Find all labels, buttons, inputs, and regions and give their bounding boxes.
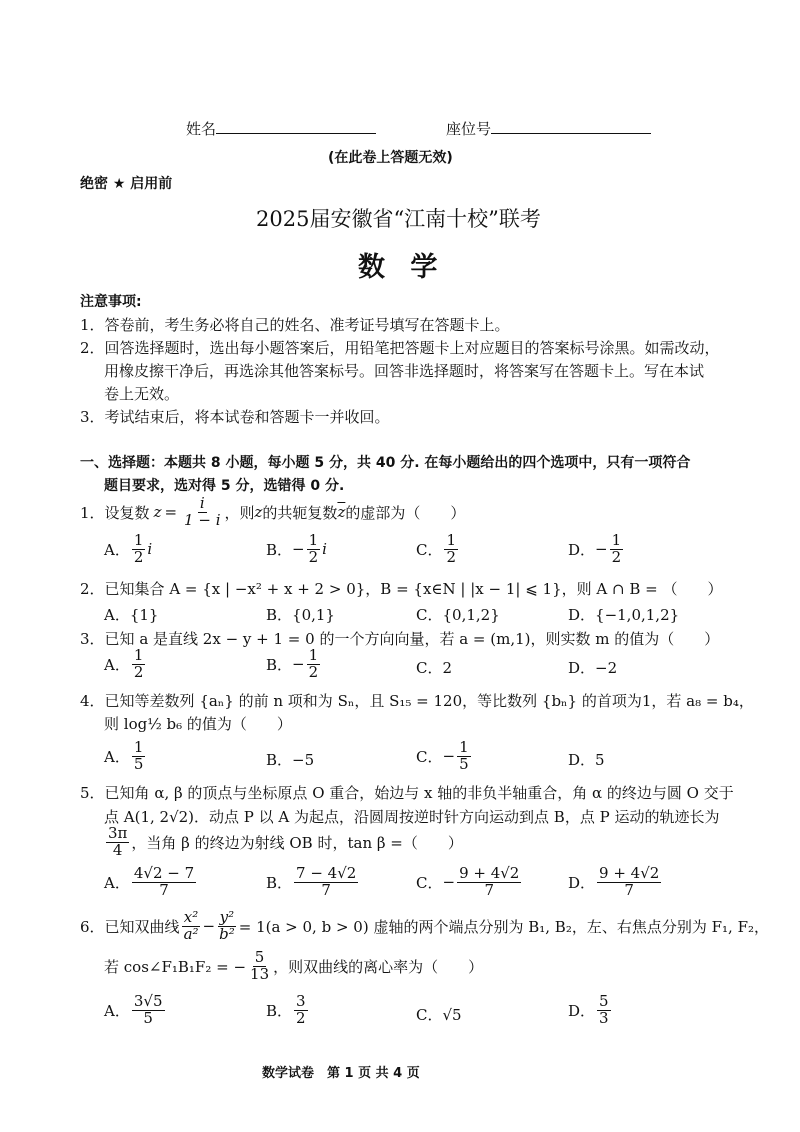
q6-option-c: C．√5 xyxy=(416,1006,462,1024)
name-field xyxy=(186,118,376,139)
q1-eq: = xyxy=(164,503,178,522)
q5-option-c: C． − $\frac{9 + 4√2}{7}$ xyxy=(416,864,520,899)
question-3 xyxy=(80,628,719,649)
q1-text: 设复数 xyxy=(104,503,150,522)
q3-text: 已知 a 是直线 2x − y + 1 = 0 的一个方向向量，若 a = (m,1)，则实数 m 的值为（ ） xyxy=(104,630,720,648)
name-label: 姓名 xyxy=(186,120,217,138)
q1-z: z xyxy=(153,503,162,522)
q3-option-c: C．2 xyxy=(416,659,453,677)
question-number: 4． xyxy=(80,692,105,710)
question-number: 1． xyxy=(80,503,105,522)
question-6: 6． 已知双曲线 $\frac{\text{x²}}{\text{a²}}$ − $\frac{\text{y²}}{\text{b²}}$ = 1(a > 0, b > 0) 虚轴的两个端点分别为 B₁, B₂，左、右焦点分别为 F₁, F₂， xyxy=(80,908,769,943)
q1-option-b: B． − $\frac{1}{2}$ i xyxy=(266,531,327,566)
q4-option-d: D．5 xyxy=(568,751,605,769)
q1-fraction: $\frac{i}{1 - i}$ xyxy=(184,494,221,529)
q6-option-b: B． $\frac{3}{2}$ xyxy=(266,992,306,1027)
q6-text: 已知双曲线 xyxy=(104,917,180,936)
seat-field xyxy=(446,118,651,139)
seat-label: 座位号 xyxy=(446,120,492,138)
question-1 xyxy=(80,496,465,529)
note-item: 卷上无效。 xyxy=(104,385,180,403)
notes-heading: 注意事项: xyxy=(80,294,142,310)
q1-text: 的共轭复数 xyxy=(262,503,338,522)
q2-option-b: B．{0,1} xyxy=(266,606,335,624)
q1-text: 的虚部为（ ） xyxy=(345,503,466,522)
note-item: 2．回答选择题时，选出每小题答案后，用铅笔把答题卡上对应题目的答案标号涂黑。如需改动， xyxy=(80,339,720,357)
page-footer: 数学试卷 第 1 页 共 4 页 xyxy=(262,1066,420,1081)
note-item: 用橡皮擦干净后，再选涂其他答案标号。回答非选择题时，将答案写在答题卡上。写在本试 xyxy=(104,362,705,380)
q1-text: ，则 xyxy=(224,503,255,522)
q3-option-b: B． − $\frac{1}{2}$ xyxy=(266,646,319,681)
q1-option-c: C． $\frac{1}{2}$ xyxy=(416,531,457,566)
section-heading-cont: 题目要求，选对得 5 分，选错得 0 分. xyxy=(104,478,345,494)
note-item: 1．答卷前，考生务必将自己的姓名、准考证号填写在答题卡上。 xyxy=(80,316,510,334)
q1-z-bar: $\overline{z}$ xyxy=(337,503,346,522)
q6-option-a: A． $\frac{3√5}{5}$ xyxy=(104,992,163,1027)
q5-option-b: B． $\frac{7 - 4√2}{7}$ xyxy=(266,864,357,899)
question-number: 5． xyxy=(80,784,105,802)
q5-text: 已知角 α, β 的顶点与坐标原点 O 重合，始边与 x 轴的非负半轴重合，角 α 的终边与圆 O 交于 xyxy=(104,784,734,802)
q4-option-c: C． − $\frac{1}{5}$ xyxy=(416,738,469,773)
q4-option-a: A． $\frac{1}{5}$ xyxy=(104,738,144,773)
q2-text: 已知集合 A = {x | −x² + x + 2 > 0}，B = {x∈N | |x − 1| ⩽ 1}，则 A ∩ B = （ ） xyxy=(104,580,723,598)
question-4 xyxy=(80,690,754,711)
question-6-cont: 若 cos∠F₁B₁F₂ = − $\frac{5}{13}$ ，则双曲线的离心率为（ ） xyxy=(104,948,484,983)
question-number: 3． xyxy=(80,630,105,648)
q6-text: = 1(a > 0, b > 0) 虚轴的两个端点分别为 B₁, B₂，左、右焦点分别为 F₁, F₂， xyxy=(238,917,769,936)
question-5-cont2: $\frac{3\pi}{4}$ ，当角 β 的终边为射线 OB 时，tan β =（ ） xyxy=(108,824,463,859)
seat-blank[interactable] xyxy=(491,119,651,134)
section-heading: 一、选择题：本题共 8 小题，每小题 5 分，共 40 分. 在每小题给出的四个选项中，只有一项符合 xyxy=(80,455,691,471)
q5-option-a: A． $\frac{4√2 - 7}{7}$ xyxy=(104,864,195,899)
q3-option-d: D．−2 xyxy=(568,659,618,677)
page-title: 数 学 xyxy=(358,252,446,283)
q2-option-a: A．{1} xyxy=(104,606,159,624)
question-5-cont: 点 A(1, 2√2)．动点 P 以 A 为起点，沿圆周按逆时针方向运动到点 B，点 P 运动的轨迹长为 xyxy=(104,808,720,826)
q2-option-c: C．{0,1,2} xyxy=(416,606,500,624)
invalid-note: (在此卷上答题无效) xyxy=(328,150,453,166)
q1-option-a: A． $\frac{1}{2}$ i xyxy=(104,531,153,566)
q1-option-d: D． − $\frac{1}{2}$ xyxy=(568,531,622,566)
q4-text: 已知等差数列 {aₙ} 的前 n 项和为 Sₙ，且 S₁₅ = 120，等比数列 {bₙ} 的首项为1，若 a₈ = b₄， xyxy=(104,692,754,710)
question-2 xyxy=(80,578,722,599)
q5-option-d: D． $\frac{9 + 4√2}{7}$ xyxy=(568,864,660,899)
question-5 xyxy=(80,782,734,803)
question-number: 2． xyxy=(80,580,105,598)
q2-option-d: D．{−1,0,1,2} xyxy=(568,606,680,624)
q3-option-a: A． $\frac{1}{2}$ xyxy=(104,646,144,681)
name-blank[interactable] xyxy=(216,119,376,134)
secret-mark: 绝密 ★ 启用前 xyxy=(80,176,173,192)
note-item: 3．考试结束后，将本试卷和答题卡一并收回。 xyxy=(80,408,390,426)
question-4-cont: 则 log½ b₆ 的值为（ ） xyxy=(104,715,292,733)
q6-option-d: D． $\frac{5}{3}$ xyxy=(568,992,609,1027)
q4-option-b: B．−5 xyxy=(266,751,315,769)
exam-title: 2025届安徽省“江南十校”联考 xyxy=(256,207,541,231)
q1-z: z xyxy=(254,503,263,522)
question-number: 6． xyxy=(80,917,105,936)
